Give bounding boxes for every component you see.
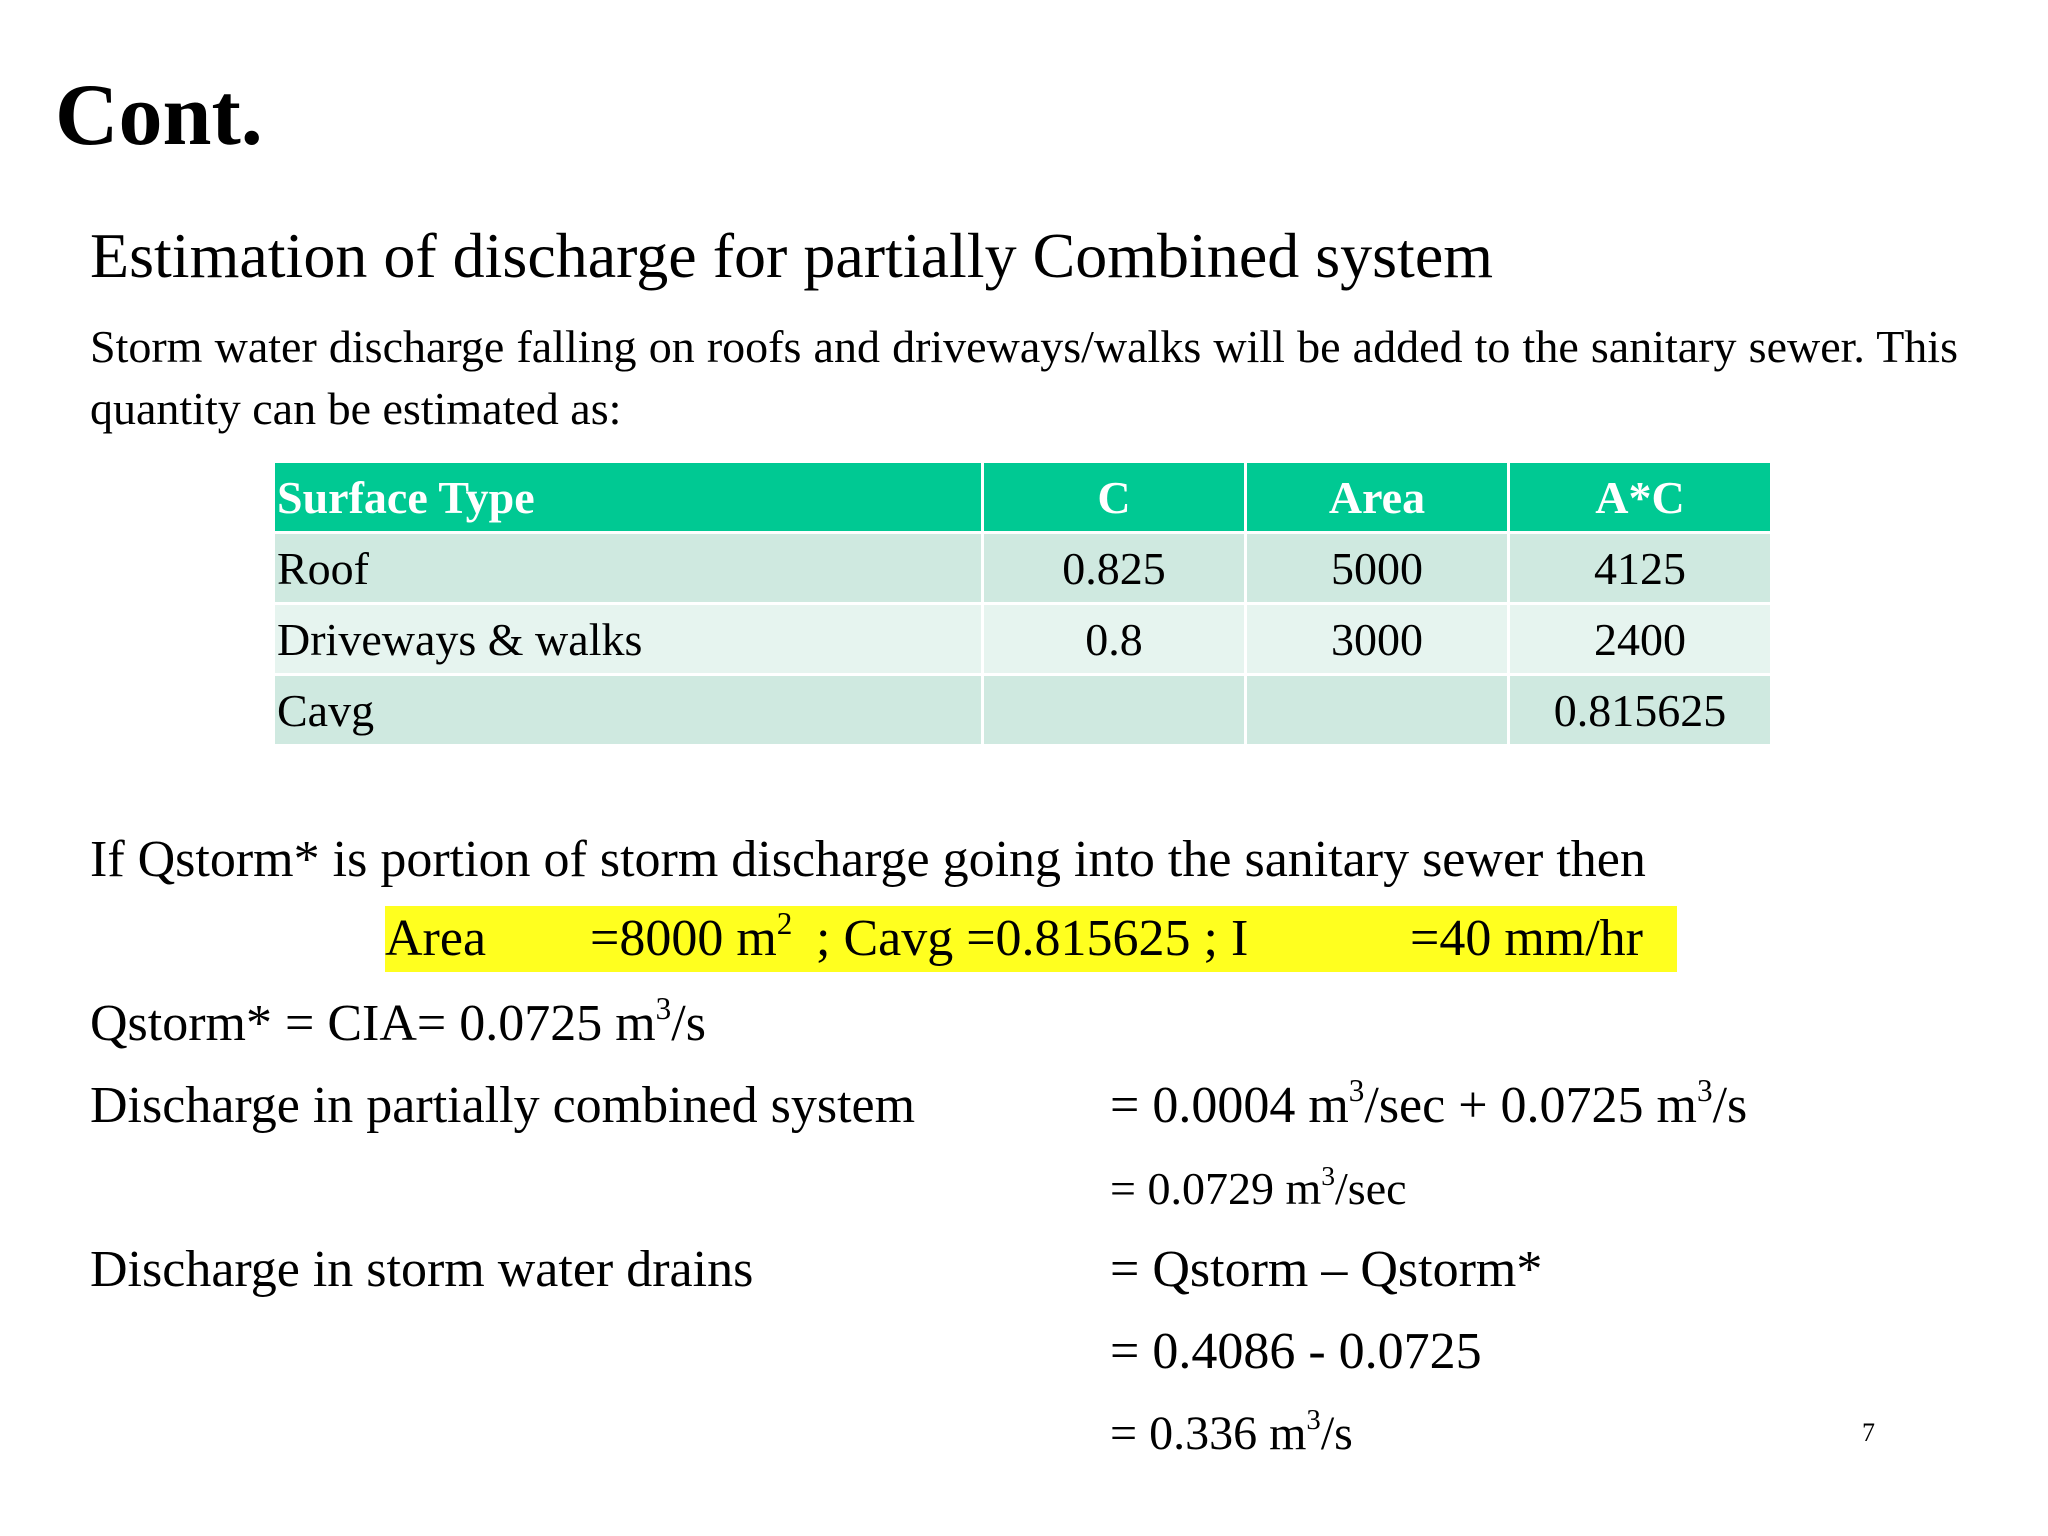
table-cell: 0.815625 — [1509, 675, 1772, 746]
partial-result-unit: /sec — [1335, 1163, 1407, 1214]
table-cell: 2400 — [1509, 604, 1772, 675]
storm-drain-substitution: = 0.4086 - 0.0725 — [1110, 1323, 1482, 1380]
table-cell: 5000 — [1246, 533, 1509, 604]
param-area-number: =8000 m — [590, 910, 777, 967]
table-cell: Cavg — [274, 675, 983, 746]
table-row — [274, 675, 1772, 746]
qstorm-star-equation — [90, 990, 706, 1052]
table-cell: Driveways & walks — [274, 604, 983, 675]
intro-paragraph: Storm water discharge falling on roofs and driveways/walks will be added to the sanitary sewer. This quantity can be estimated as: — [90, 321, 1958, 434]
table-cell: Roof — [274, 533, 983, 604]
qstorm-star-symbol: Qstorm* — [90, 995, 272, 1052]
partial-result-value: = 0.0729 m — [1110, 1163, 1322, 1214]
storm-result-value: = 0.336 m — [1110, 1407, 1307, 1460]
storm-result-exp: 3 — [1306, 1404, 1321, 1437]
partial-discharge-sum — [1110, 1072, 1748, 1134]
partial-result-exp: 3 — [1321, 1159, 1336, 1191]
table-row — [274, 604, 1772, 675]
storm-drain-result — [1110, 1404, 1353, 1460]
qstorm-star-expression: = CIA= 0.0725 m — [272, 995, 656, 1052]
storm-result-unit: /s — [1320, 1407, 1353, 1460]
partial-sum-exp-a: 3 — [1348, 1072, 1365, 1108]
storm-drain-label: Discharge in storm water drains — [90, 1241, 754, 1298]
slide-title: Cont. — [55, 67, 263, 164]
header-area: Area — [1246, 462, 1509, 533]
header-ac: A*C — [1509, 462, 1772, 533]
partial-discharge-label: Discharge in partially combined system — [90, 1077, 916, 1134]
page-number: 7 — [1862, 1418, 1875, 1447]
qstorm-star-unit: /s — [671, 995, 706, 1052]
table-cell: 0.825 — [983, 533, 1246, 604]
storm-drain-formula: = Qstorm – Qstorm* — [1110, 1241, 1543, 1298]
partial-sum-part-a: = 0.0004 m — [1110, 1077, 1349, 1134]
table-cell — [983, 675, 1246, 746]
header-surface-type: Surface Type — [274, 462, 983, 533]
partial-discharge-result — [1110, 1159, 1407, 1214]
header-c: C — [983, 462, 1246, 533]
param-intensity: =40 mm/hr — [1410, 910, 1643, 967]
partial-sum-part-b: /sec + 0.0725 m — [1364, 1077, 1697, 1134]
partial-sum-exp-b: 3 — [1697, 1072, 1713, 1108]
table-cell: 4125 — [1509, 533, 1772, 604]
table-cell: 3000 — [1246, 604, 1509, 675]
discharge-table — [272, 460, 1773, 747]
table-cell: 0.8 — [983, 604, 1246, 675]
table-row — [274, 533, 1772, 604]
table-header-row — [274, 462, 1772, 533]
qstorm-star-exponent: 3 — [655, 990, 672, 1026]
slide-subtitle: Estimation of discharge for partially Combined system — [90, 220, 1493, 291]
if-statement: If Qstorm* is portion of storm discharge going into the sanitary sewer then — [90, 831, 1646, 888]
param-area-exponent: 2 — [776, 905, 793, 941]
param-area-value — [590, 906, 792, 972]
param-area-label: Area — [385, 910, 487, 967]
table-cell — [1246, 675, 1509, 746]
parameters-highlight — [385, 906, 1677, 972]
partial-sum-part-c: /s — [1712, 1077, 1748, 1134]
param-cavg: ; Cavg =0.815625 ; I — [816, 910, 1249, 967]
